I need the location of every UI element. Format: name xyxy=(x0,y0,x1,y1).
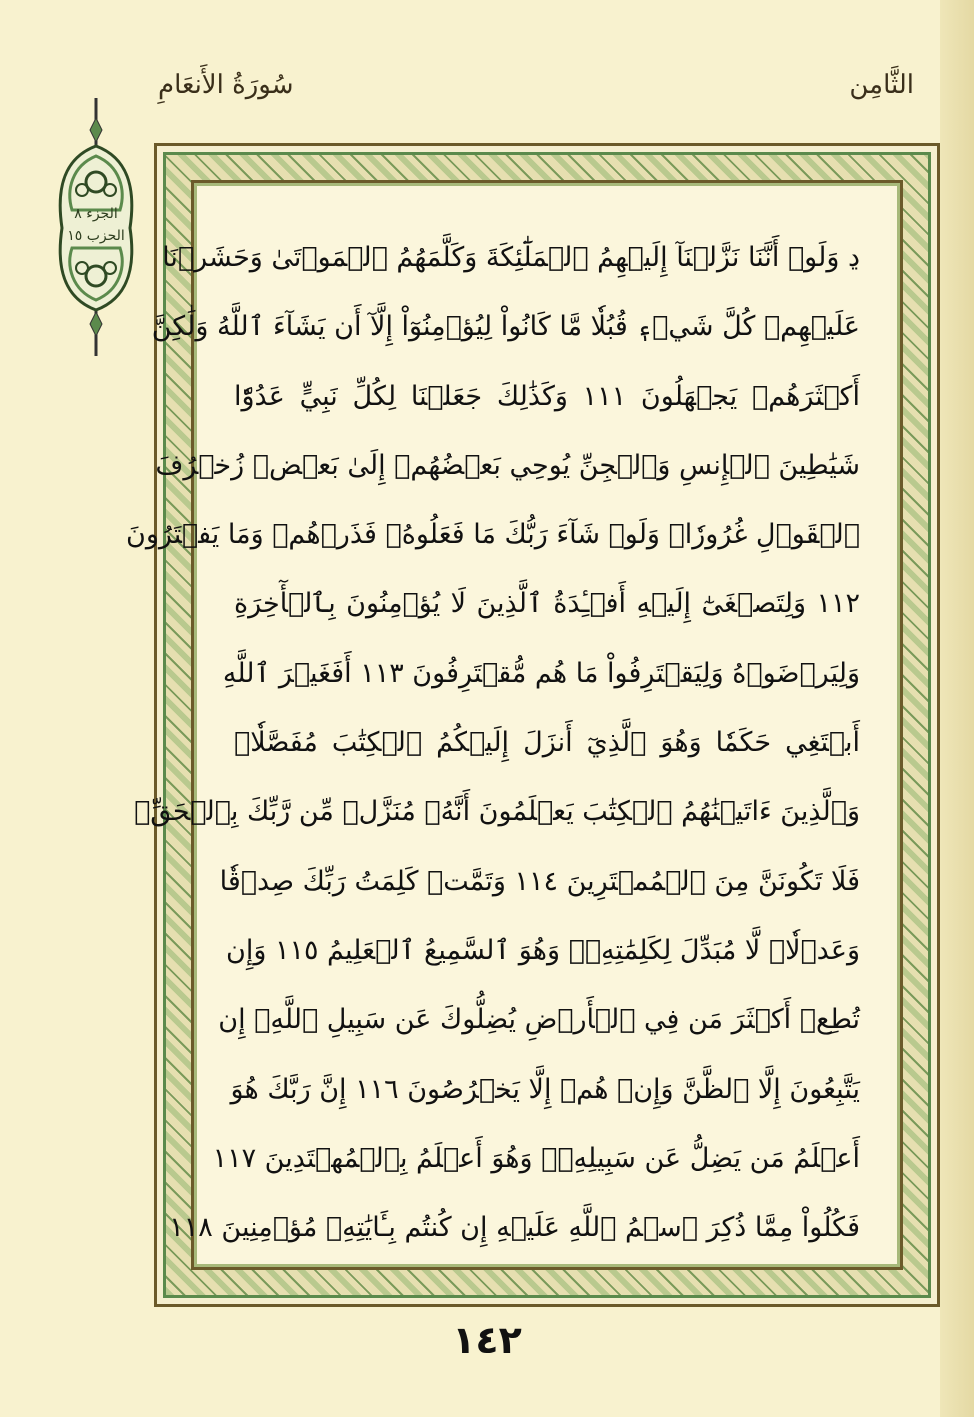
page-frame xyxy=(126,143,940,1307)
page-number: ١٤٢ xyxy=(452,1318,522,1362)
verse-line: تُطِعۡ أَكۡثَرَ مَن فِي ٱلۡأَرۡضِ يُضِلُّوكَ عَن سَبِيلِ ٱللَّهِۚ إِن xyxy=(218,1004,860,1036)
juz-name-header: الثَّامِن xyxy=(849,70,914,100)
verse-line: ٱلۡقَوۡلِ غُرُورٗاۚ وَلَوۡ شَآءَ رَبُّكَ مَا فَعَلُوهُۖ فَذَرۡهُمۡ وَمَا يَفۡتَرُونَ xyxy=(126,519,860,551)
verse-line: عَلَيۡهِمۡ كُلَّ شَيۡءٖ قُبُلٗا مَّا كَانُواْ لِيُؤۡمِنُوٓاْ إِلَّآ أَن يَشَآءَ ٱللَّهُ وَلَٰكِنَّ xyxy=(151,311,860,343)
juz-hizb-medallion xyxy=(56,98,136,356)
verse-line: أَعۡلَمُ مَن يَضِلُّ عَن سَبِيلِهِۦۖ وَهُوَ أَعۡلَمُ بِٱلۡمُهۡتَدِينَ ١١٧ xyxy=(212,1142,860,1174)
verse-line: ﮂ وَلَوۡ أَنَّنَا نَزَّلۡنَآ إِلَيۡهِمُ ٱلۡمَلَٰٓئِكَةَ وَكَلَّمَهُمُ ٱلۡمَوۡتَىٰ وَحَشَرۡنَا xyxy=(162,242,860,273)
text-panel xyxy=(126,180,903,1270)
page-edge xyxy=(940,0,974,1417)
surah-name-header: سُورَةُ الأَنعَامِ xyxy=(158,70,294,100)
verse-line: ١١٢ وَلِتَصۡغَىٰٓ إِلَيۡهِ أَفۡـِٔدَةُ ٱلَّذِينَ لَا يُؤۡمِنُونَ بِٱلۡأٓخِرَةِ xyxy=(234,588,860,620)
hizb-label: الحزب ١٥ xyxy=(67,228,125,244)
verse-line: وَعَدۡلٗاۚ لَّا مُبَدِّلَ لِكَلِمَٰتِهِۦۚ وَهُوَ ٱلسَّمِيعُ ٱلۡعَلِيمُ ١١٥ وَإِن xyxy=(226,934,860,966)
verse-line: يَتَّبِعُونَ إِلَّا ٱلظَّنَّ وَإِنۡ هُمۡ إِلَّا يَخۡرُصُونَ ١١٦ إِنَّ رَبَّكَ هُوَ xyxy=(230,1073,860,1105)
verse-line: شَيَٰطِينَ ٱلۡإِنسِ وَٱلۡجِنِّ يُوحِي بَعۡضُهُمۡ إِلَىٰ بَعۡضٖ زُخۡرُفَ xyxy=(155,449,860,481)
verse-line: وَٱلَّذِينَ ءَاتَيۡنَٰهُمُ ٱلۡكِتَٰبَ يَعۡلَمُونَ أَنَّهُۥ مُنَزَّلٞ مِّن رَّبِّكَ بِٱلۡحَقِّۖ xyxy=(134,796,860,828)
verse-line: فَكُلُواْ مِمَّا ذُكِرَ ٱسۡمُ ٱللَّهِ عَلَيۡهِ إِن كُنتُم بِـَٔايَٰتِهِۦ مُؤۡمِنِينَ ١١٨ xyxy=(169,1212,860,1244)
verse-line: أَبۡتَغِي حَكَمٗا وَهُوَ ٱلَّذِيٓ أَنزَلَ إِلَيۡكُمُ ٱلۡكِتَٰبَ مُفَصَّلٗاۚ xyxy=(234,727,860,759)
verse-line: وَلِيَرۡضَوۡهُ وَلِيَقۡتَرِفُواْ مَا هُم مُّقۡتَرِفُونَ ١١٣ أَفَغَيۡرَ ٱللَّهِ xyxy=(222,657,860,689)
medallion-ornament-icon xyxy=(56,98,136,356)
juz-label: الجزء ٨ xyxy=(74,206,118,222)
verse-line: أَكۡثَرَهُمۡ يَجۡهَلُونَ ١١١ وَكَذَٰلِكَ جَعَلۡنَا لِكُلِّ نَبِيٍّ عَدُوّٗا xyxy=(234,380,861,412)
verse-text-area xyxy=(126,223,861,1244)
verse-line: فَلَا تَكُونَنَّ مِنَ ٱلۡمُمۡتَرِينَ ١١٤ وَتَمَّتۡ كَلِمَتُ رَبِّكَ صِدۡقٗا xyxy=(219,865,860,897)
